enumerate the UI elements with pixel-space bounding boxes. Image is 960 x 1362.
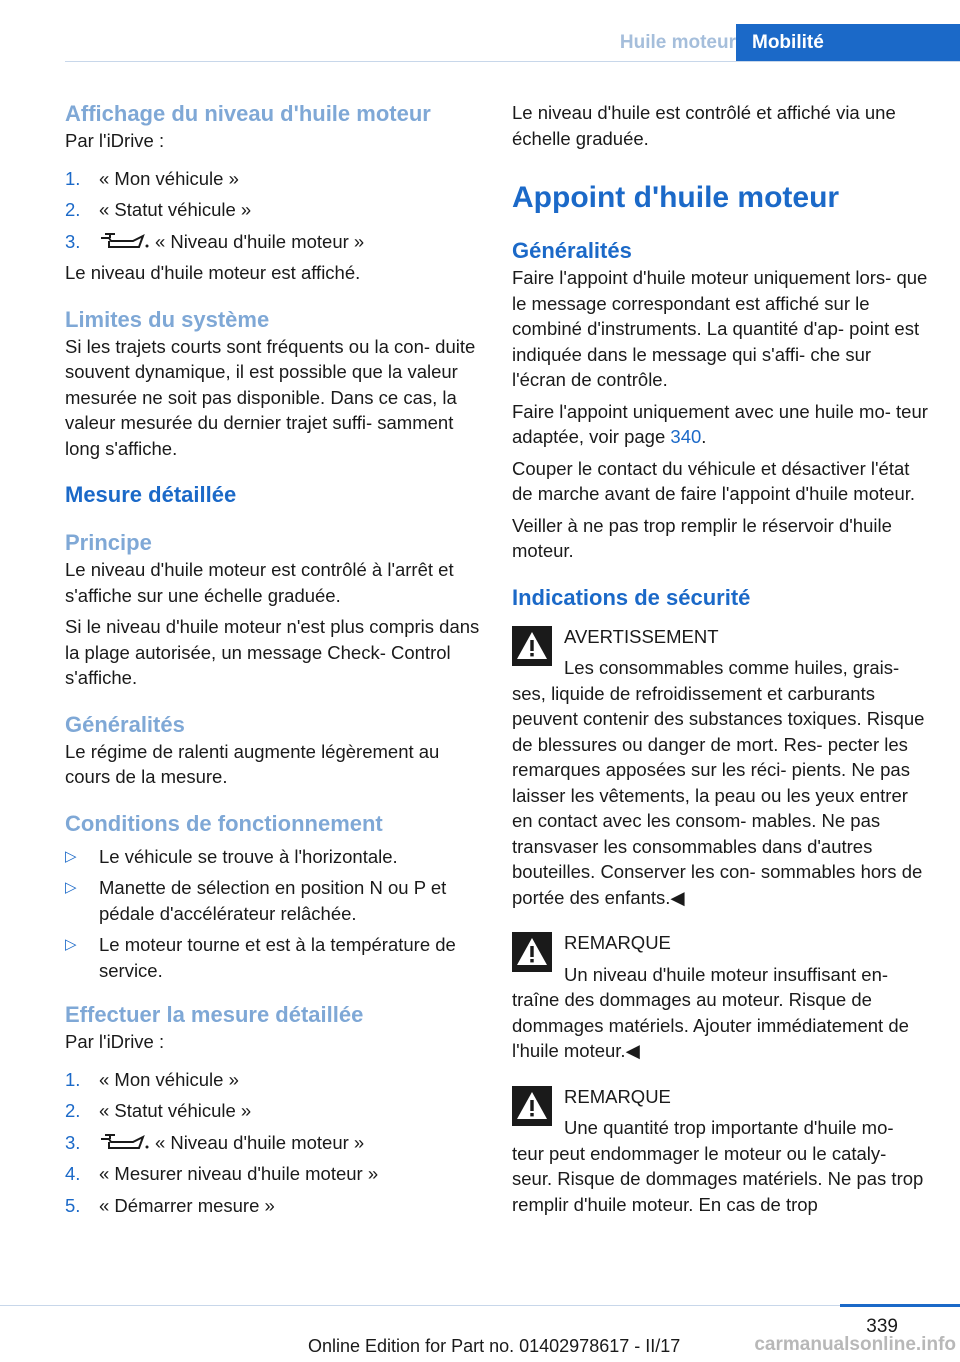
notice-text-rest: traîne des dommages au moteur. Risque de dommages matériels. Ajouter immédiatement de l'huile moteur.◀ <box>512 989 909 1061</box>
step-number: 3. <box>65 230 81 252</box>
heading-oil-level-display: Affichage du niveau d'huile moteur <box>65 101 431 126</box>
principle-text-1: Le niveau d'huile moteur est contrôlé à l'arrêt et s'affiche sur une échelle graduée. <box>65 559 454 606</box>
notice-text-first: Une quantité trop importante d'huile mo‐ <box>564 1117 894 1138</box>
triangle-bullet-icon: ▷ <box>65 936 77 953</box>
step-number: 2. <box>65 199 81 220</box>
notice-text-rest: teur peut endommager le moteur ou le cataly‐ seur. Risque de dommages matériels. Ne pas trop remplir d'huile moteur. En cas de trop <box>512 1142 924 1215</box>
page-number: 339 <box>866 1316 898 1337</box>
principle-text-2: Si le niveau d'huile moteur n'est plus compris dans la plage autorisée, un message Check- Control s'affiche. <box>65 616 480 688</box>
list-item <box>65 1130 483 1156</box>
heading-safety-notes: Indications de sécurité <box>512 584 751 610</box>
page-link-340[interactable]: 340 <box>670 426 702 447</box>
list-item <box>65 1193 483 1219</box>
page-header <box>0 24 960 62</box>
general-text: Le régime de ralenti augmente légèrement au cours de la mesure. <box>65 740 440 787</box>
step-text: « Démarrer mesure » <box>99 1194 275 1216</box>
watermark: carmanualsonline.info <box>754 1334 956 1355</box>
heading-oil-top-up: Appoint d'huile moteur <box>512 181 840 214</box>
warning-triangle-icon <box>512 1086 552 1126</box>
step-text: « Mon véhicule » <box>99 167 239 189</box>
oil-level-shown: Le niveau d'huile moteur est affiché. <box>65 262 361 283</box>
condition-text: Le véhicule se trouve à l'horizontale. <box>99 845 398 867</box>
notice-title: REMARQUE <box>564 1085 671 1107</box>
right-column <box>512 100 928 1217</box>
header-section-title: Huile moteur <box>619 32 736 53</box>
heading-perform-measurement: Effectuer la mesure détaillée <box>65 1002 364 1027</box>
list-item <box>65 1067 483 1093</box>
topup-text-2-b: . <box>701 426 707 447</box>
footer-rule <box>0 1305 960 1306</box>
heading-operating-conditions: Conditions de fonctionnement <box>65 810 383 836</box>
left-column <box>65 100 483 1224</box>
topup-text-1: Faire l'appoint d'huile moteur uniquement lors- que le message correspondant est affiché sur le combiné d'instruments. La quantité d'ap‐ point est indiquée dans le message qui s'affi‐ che sur l'écran de contrôle. <box>512 267 928 390</box>
list-item <box>65 1161 483 1187</box>
step-number: 1. <box>65 167 81 189</box>
step-text: « Niveau d'huile moteur » <box>155 230 365 252</box>
footer-accent-rule <box>840 1304 960 1307</box>
heading-general: Généralités <box>65 711 185 737</box>
oil-can-icon <box>99 1133 149 1153</box>
notice-block <box>512 930 928 1064</box>
header-rule <box>65 61 960 62</box>
heading-detailed-measurement: Mesure détaillée <box>65 482 237 507</box>
warning-block <box>512 624 928 911</box>
warning-text-rest: ses, liquide de refroidissement et carburants peuvent contenir des substances toxiques. Risque de blessures ou danger de mort. Res‐ pecter les remarques apposées sur les réci‐ pients. Ne pas laisser les vêtements, la peau ou les yeux entrer en contact avec les consom‐ mables. Ne pas transvaser les consommables dans d'autres bouteilles. Conserver les con‐ sommables hors de portée des enfants.◀ <box>512 682 925 908</box>
scale-text: Le niveau d'huile est contrôlé et affiché via une échelle graduée. <box>512 102 896 149</box>
topup-text-4: Veiller à ne pas trop remplir le réservoir d'huile moteur. <box>512 514 892 561</box>
notice-text-first: Un niveau d'huile moteur insuffisant en‐ <box>564 963 889 985</box>
idrive-intro-2: Par l'iDrive : <box>65 1031 165 1052</box>
list-item <box>65 932 483 983</box>
topup-text-2 <box>512 399 928 450</box>
list-item <box>65 875 483 926</box>
topup-text-2-a: Faire l'appoint uniquement avec une huile mo‐ teur adaptée, voir page <box>512 400 928 447</box>
header-chapter-tab: Mobilité <box>736 24 960 62</box>
warning-triangle-icon <box>512 626 552 666</box>
step-text: « Statut véhicule » <box>99 1100 252 1121</box>
conditions-list <box>65 844 483 984</box>
step-text: « Niveau d'huile moteur » <box>155 1131 365 1153</box>
heading-principle: Principe <box>65 530 152 555</box>
notice-block <box>512 1084 928 1218</box>
condition-text: Manette de sélection en position N ou P et pédale d'accélérateur relâchée. <box>99 877 447 924</box>
limits-text: Si les trajets courts sont fréquents ou la con‐ duite souvent dynamique, il est possible que la valeur mesurée ne soit pas disponible. Dans ce cas, la valeur mesurée du dernier trajet suffi‐ samment long s'affiche. <box>65 335 476 459</box>
step-text: « Mesurer niveau d'huile moteur » <box>99 1163 379 1184</box>
idrive-intro-1: Par l'iDrive : <box>65 130 165 151</box>
list-item <box>65 1098 483 1124</box>
triangle-bullet-icon: ▷ <box>65 879 77 896</box>
steps-list-2 <box>65 1067 483 1219</box>
condition-text: Le moteur tourne et est à la température de service. <box>99 934 456 981</box>
step-text: « Statut véhicule » <box>99 199 252 220</box>
notice-title: REMARQUE <box>564 932 671 953</box>
list-item <box>65 844 483 870</box>
step-number: 5. <box>65 1194 81 1216</box>
list-item <box>65 197 483 223</box>
warning-text-first: Les consommables comme huiles, grais‐ <box>564 657 900 678</box>
list-item <box>65 229 483 255</box>
warning-title: AVERTISSEMENT <box>564 625 719 647</box>
list-item <box>65 166 483 192</box>
topup-text-3: Couper le contact du véhicule et désactiver l'état de marche avant de faire l'appoint d'huile moteur. <box>512 457 916 504</box>
step-number: 4. <box>65 1163 81 1184</box>
heading-system-limits: Limites du système <box>65 306 270 332</box>
step-number: 1. <box>65 1068 81 1090</box>
step-number: 3. <box>65 1131 81 1153</box>
steps-list-1 <box>65 166 483 255</box>
oil-can-icon <box>99 232 149 252</box>
heading-general-right: Généralités <box>512 238 632 263</box>
edition-text: Online Edition for Part no. 01402978617 - II/17 <box>308 1336 681 1356</box>
step-number: 2. <box>65 1100 81 1121</box>
warning-triangle-icon <box>512 932 552 972</box>
triangle-bullet-icon: ▷ <box>65 847 77 865</box>
step-text: « Mon véhicule » <box>99 1068 239 1090</box>
